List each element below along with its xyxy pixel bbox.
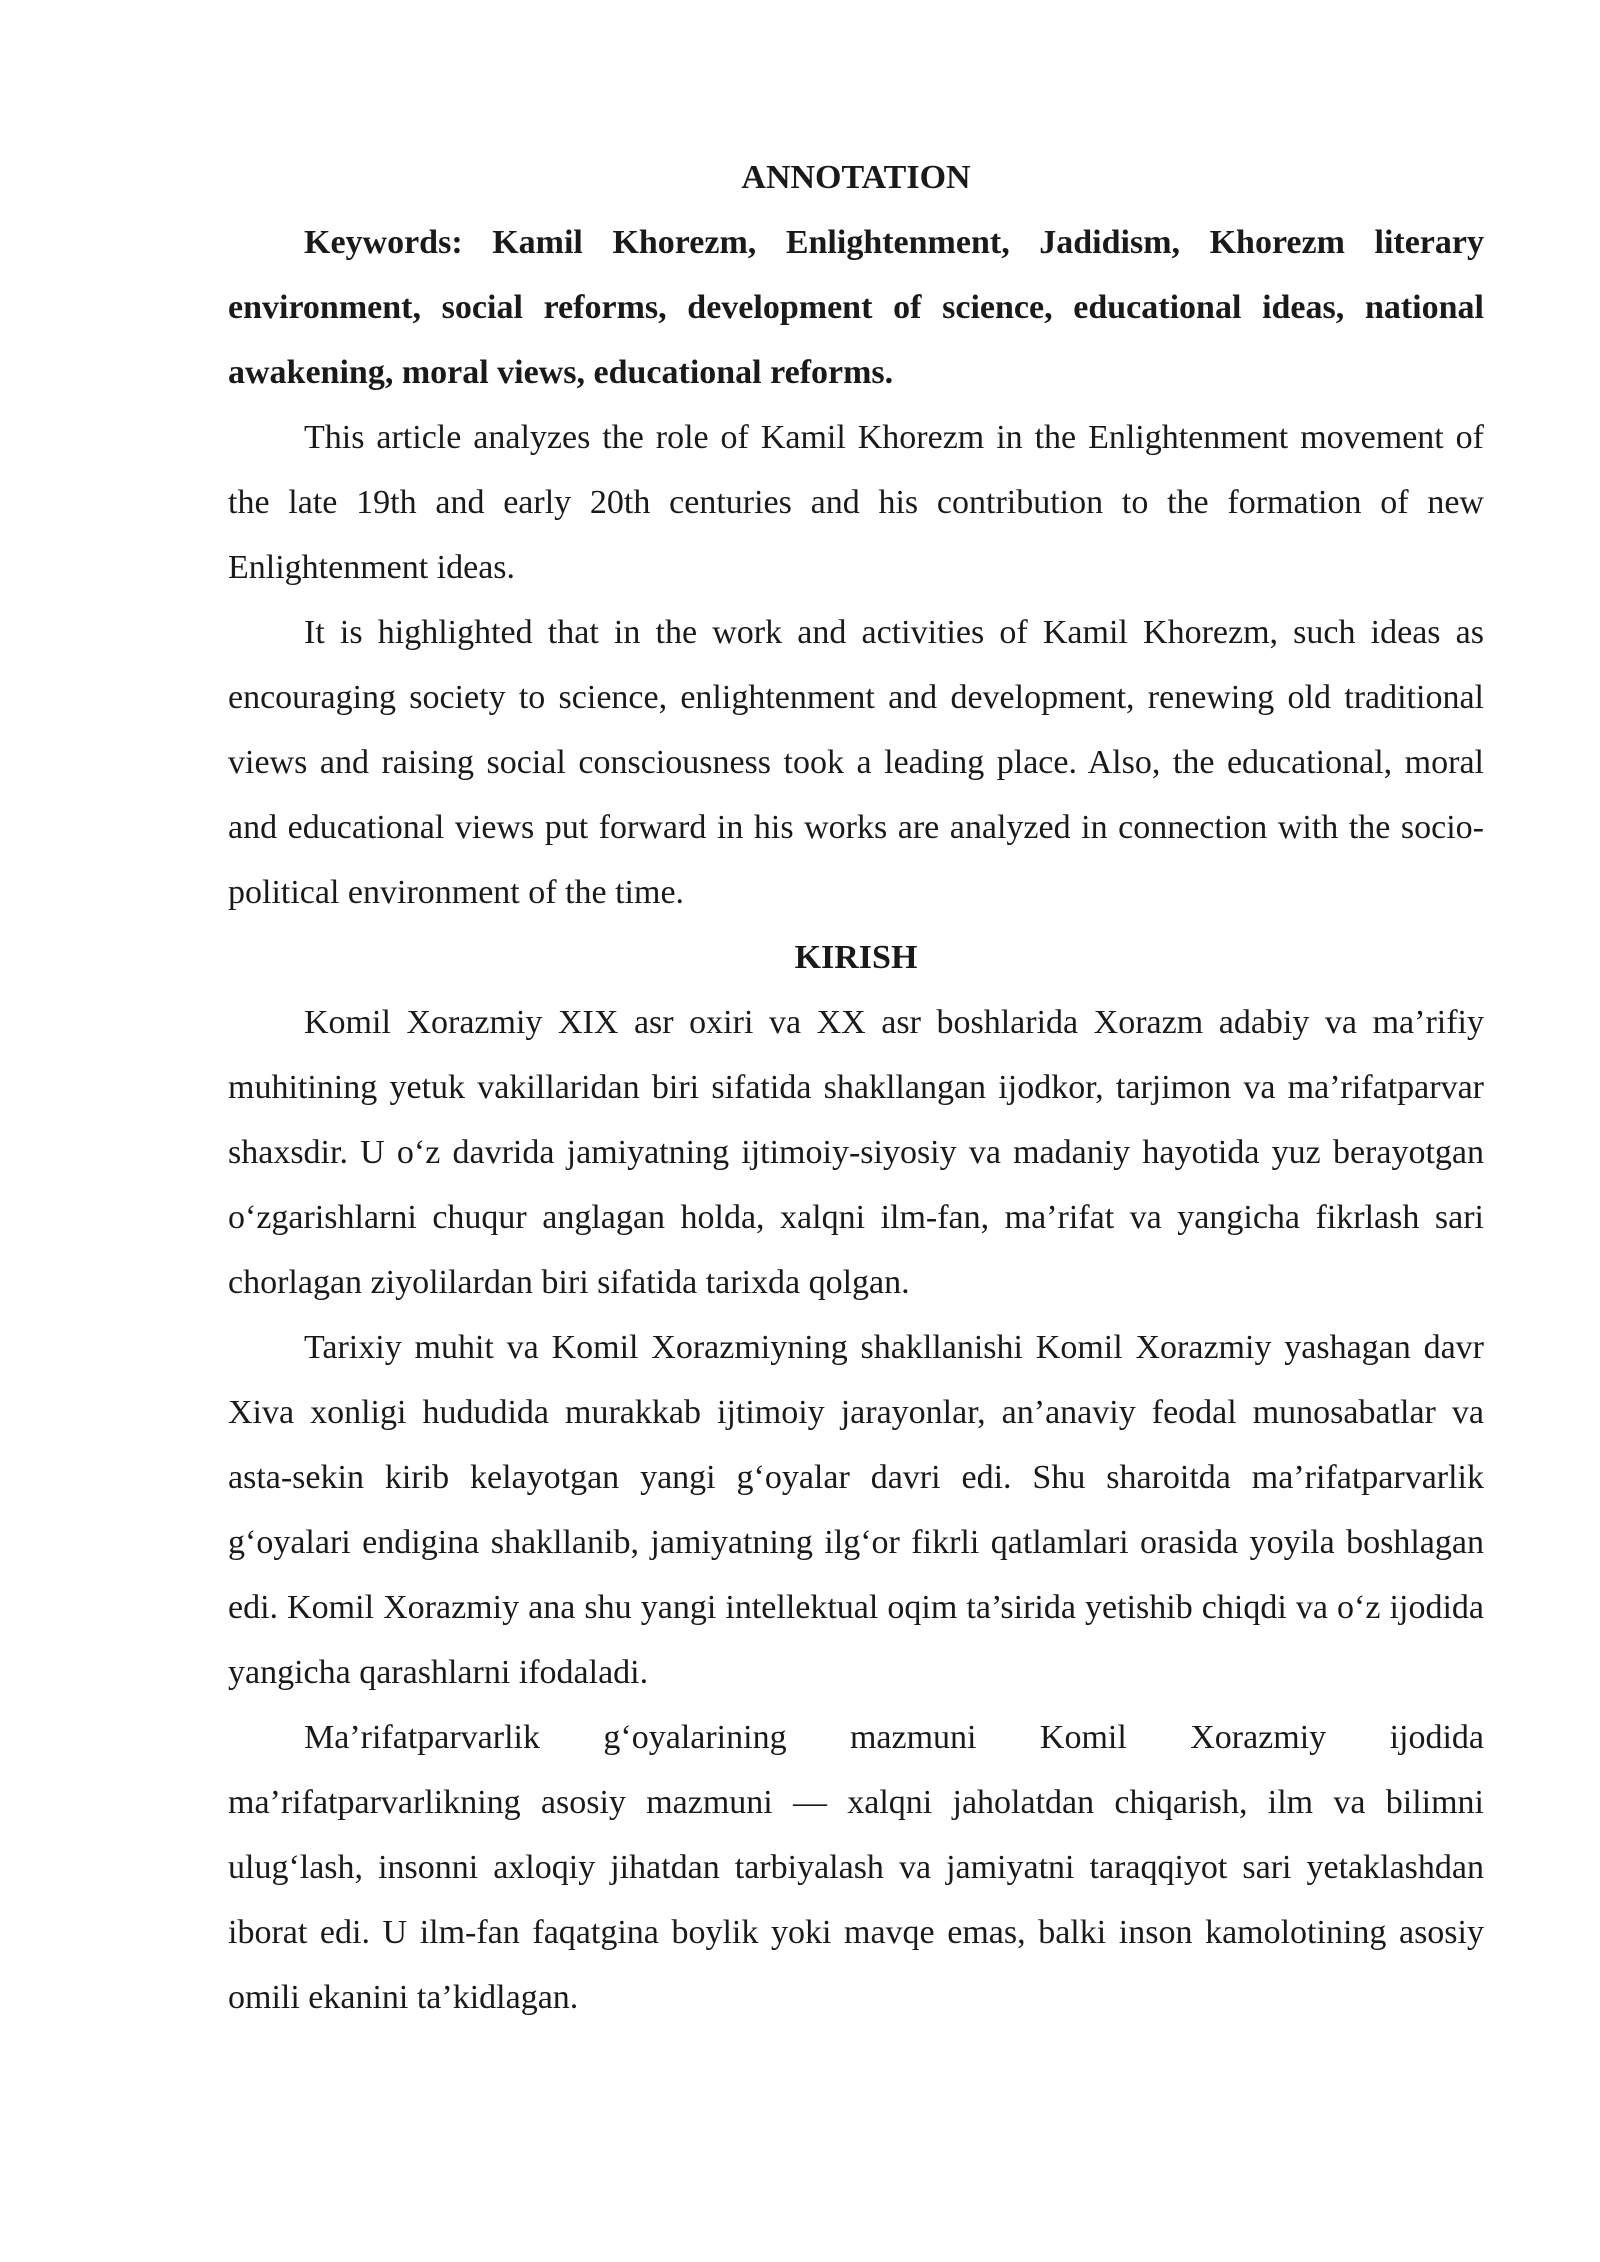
annotation-paragraph-1: This article analyzes the role of Kamil Khorezm in the Enlightenment movement of the late 19th and early 20th centuries and his contribution to the formation of new Enlightenment ideas. <box>228 419 1484 586</box>
kirish-paragraph-3: Ma’rifatparvarlik g‘oyalarining mazmuni Komil Xorazmiy ijodida ma’rifatparvarlikning asosiy mazmuni — xalqni jaholatdan chiqarish, ilm va bilimni ulug‘lash, insonni axloqiy jihatdan tarbiyalash va jamiyatni taraqqiyot sari yetaklashdan iborat edi. U ilm-fan faqatgina boylik yoki mavqe emas, balki inson kamolotining asosiy omili ekanini ta’kidlagan. <box>228 1719 1484 2016</box>
kirish-paragraph-1: Komil Xorazmiy XIX asr oxiri va XX asr boshlarida Xorazm adabiy va ma’rifiy muhitining yetuk vakillaridan biri sifatida shakllangan ijodkor, tarjimon va ma’rifatparvar shaxsdir. U o‘z davrida jamiyatning ijtimoiy-siyosiy va madaniy hayotida yuz berayotgan o‘zgarishlarni chuqur anglagan holda, xalqni ilm-fan, ma’rifat va yangicha fikrlash sari chorlagan ziyolilardan biri sifatida tarixda qolgan. <box>228 1004 1484 1301</box>
kirish-paragraph-2: Tarixiy muhit va Komil Xorazmiyning shakllanishi Komil Xorazmiy yashagan davr Xiva xonligi hududida murakkab ijtimoiy jarayonlar, an’anaviy feodal munosabatlar va asta-sekin kirib kelayotgan yangi g‘oyalar davri edi. Shu sharoitda ma’rifatparvarlik g‘oyalari endigina shakllanib, jamiyatning ilg‘or fikrli qatlamlari orasida yoyila boshlagan edi. Komil Xorazmiy ana shu yangi intellektual oqim ta’sirida yetishib chiqdi va o‘z ijodida yangicha qarashlarni ifodaladi. <box>228 1329 1484 1691</box>
annotation-paragraph-2: It is highlighted that in the work and activities of Kamil Khorezm, such ideas as encouraging society to science, enlightenment and development, renewing old traditional views and raising social consciousness took a leading place. Also, the educational, moral and educational views put forward in his works are analyzed in connection with the socio-political environment of the time. <box>228 614 1484 911</box>
annotation-heading: ANNOTATION <box>741 159 971 196</box>
kirish-heading: KIRISH <box>794 939 918 976</box>
keywords-paragraph: Keywords: Kamil Khorezm, Enlightenment, Jadidism, Khorezm literary environment, social reforms, development of science, educational ideas, national awakening, moral views, educational reforms. <box>228 224 1484 391</box>
document-page <box>228 145 1484 2030</box>
